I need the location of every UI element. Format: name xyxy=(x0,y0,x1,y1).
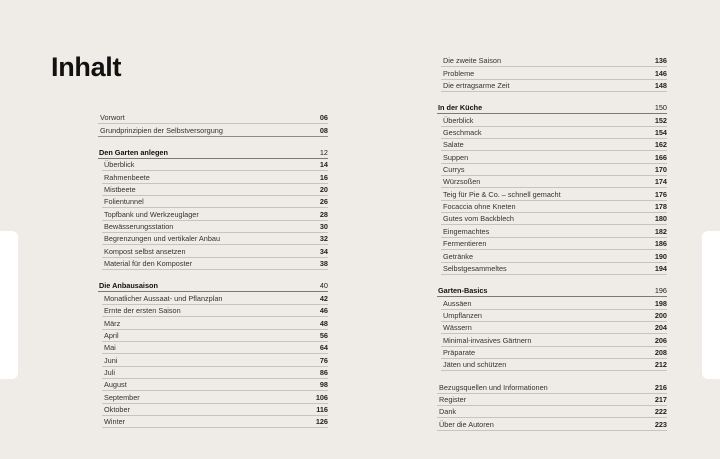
toc-entry-page: 186 xyxy=(654,239,667,249)
toc-entry-page: 08 xyxy=(319,125,328,135)
toc-entry[interactable] xyxy=(102,305,328,317)
toc-entry[interactable] xyxy=(102,245,328,257)
toc-entry-label: Geschmack xyxy=(443,128,482,138)
toc-entry-label: Vorwort xyxy=(100,113,125,123)
toc-entry-label: Winter xyxy=(104,417,126,427)
toc-entry[interactable] xyxy=(441,127,667,139)
toc-entry-label: Minimal-invasives Gärtnern xyxy=(443,335,532,345)
page-title: Inhalt xyxy=(51,52,122,82)
toc-entry[interactable] xyxy=(441,188,667,200)
toc-entry-page: 28 xyxy=(319,209,328,219)
toc-entry-label: März xyxy=(104,318,121,328)
toc-entry-page: 106 xyxy=(315,392,328,402)
toc-entry-page: 48 xyxy=(319,318,328,328)
toc-entry-label: Fermentieren xyxy=(443,239,487,249)
toc-entry-page: 198 xyxy=(654,298,667,308)
toc-entry[interactable] xyxy=(441,310,667,322)
toc-entry-label: Juli xyxy=(104,367,115,377)
toc-section-header[interactable] xyxy=(98,280,328,292)
toc-section-den-garten-anlegen xyxy=(98,147,328,270)
toc-entry-label: Material für den Komposter xyxy=(104,259,193,269)
toc-entry[interactable] xyxy=(102,208,328,220)
toc-entry-label: Getränke xyxy=(443,251,474,261)
toc-entry-label: September xyxy=(104,392,140,402)
toc-left-column xyxy=(98,112,328,438)
toc-entry-page: 222 xyxy=(654,407,667,417)
toc-entry[interactable] xyxy=(102,342,328,354)
toc-section-page: 196 xyxy=(654,286,667,296)
toc-section-garten-basics xyxy=(437,285,667,371)
toc-entry-page: 06 xyxy=(319,113,328,123)
toc-entry-label: Jäten und schützen xyxy=(443,360,507,370)
toc-entry[interactable] xyxy=(102,221,328,233)
toc-entry-page: 14 xyxy=(319,160,328,170)
toc-entry[interactable] xyxy=(102,367,328,379)
toc-entry-page: 76 xyxy=(319,355,328,365)
toc-entry-page: 46 xyxy=(319,306,328,316)
toc-entry-label: Suppen xyxy=(443,152,469,162)
toc-entry-label: Ernte der ersten Saison xyxy=(104,306,181,316)
toc-entry[interactable] xyxy=(437,406,667,418)
toc-entry[interactable] xyxy=(441,139,667,151)
toc-entry-page: 42 xyxy=(319,293,328,303)
toc-entry-page: 146 xyxy=(654,68,667,78)
toc-entry[interactable] xyxy=(441,176,667,188)
toc-section-page: 40 xyxy=(319,281,328,291)
toc-entry[interactable] xyxy=(102,159,328,171)
toc-entry-label: Dank xyxy=(439,407,457,417)
toc-entry-page: 136 xyxy=(654,56,667,66)
toc-entry-page: 30 xyxy=(319,222,328,232)
toc-entry-label: Mistbeete xyxy=(104,185,136,195)
toc-entry[interactable] xyxy=(441,67,667,79)
toc-entry[interactable] xyxy=(437,418,667,430)
toc-entry[interactable] xyxy=(441,263,667,275)
toc-entry-label: Begrenzungen und vertikaler Anbau xyxy=(104,234,221,244)
toc-entry[interactable] xyxy=(441,55,667,67)
toc-entry-page: 154 xyxy=(654,128,667,138)
toc-entry[interactable] xyxy=(102,292,328,304)
toc-entry[interactable] xyxy=(102,196,328,208)
toc-entry-label: Rahmenbeete xyxy=(104,172,150,182)
toc-entry-page: 176 xyxy=(654,189,667,199)
toc-entry-label: Würzsoßen xyxy=(443,177,481,187)
toc-entry-page: 216 xyxy=(654,382,667,392)
toc-section-header[interactable] xyxy=(98,147,328,159)
toc-section-header[interactable] xyxy=(437,285,667,297)
toc-section-in-der-kueche xyxy=(437,102,667,275)
toc-entry[interactable] xyxy=(102,404,328,416)
toc-entry-label: Topfbank und Werkzeuglager xyxy=(104,209,199,219)
toc-entry[interactable] xyxy=(441,213,667,225)
toc-entry-page: 170 xyxy=(654,165,667,175)
toc-entry-label: August xyxy=(104,380,127,390)
toc-entry-label: Mai xyxy=(104,343,116,353)
toc-entry-page: 200 xyxy=(654,310,667,320)
toc-entry[interactable] xyxy=(102,317,328,329)
toc-entry-page: 194 xyxy=(654,263,667,273)
toc-entry-label: Teig für Pie & Co. – schnell gemacht xyxy=(443,189,561,199)
toc-entry-page: 206 xyxy=(654,335,667,345)
toc-entry-label: Bewässerungsstation xyxy=(104,222,174,232)
toc-entry-page: 148 xyxy=(654,81,667,91)
toc-entry[interactable] xyxy=(102,416,328,428)
toc-entry-label: Oktober xyxy=(104,404,130,414)
toc-entry[interactable] xyxy=(441,238,667,250)
toc-entry-label: Grundprinzipien der Selbstversorgung xyxy=(100,125,223,135)
toc-entry[interactable] xyxy=(441,359,667,371)
toc-right-column xyxy=(437,55,667,441)
toc-section-title: Die Anbausaison xyxy=(99,281,158,291)
toc-section-page: 12 xyxy=(319,148,328,158)
toc-entry[interactable] xyxy=(102,258,328,270)
toc-entry-page: 208 xyxy=(654,347,667,357)
toc-entry[interactable] xyxy=(98,124,328,136)
toc-entry-page: 190 xyxy=(654,251,667,261)
toc-entry-label: Folientunnel xyxy=(104,197,144,207)
toc-entry-page: 223 xyxy=(654,419,667,429)
toc-entry-label: Präparate xyxy=(443,347,476,357)
toc-entry[interactable] xyxy=(102,184,328,196)
toc-entry-page: 126 xyxy=(315,417,328,427)
toc-section-title: In der Küche xyxy=(438,103,483,113)
toc-entry-page: 116 xyxy=(316,404,328,414)
toc-entry-label: Juni xyxy=(104,355,118,365)
toc-entry[interactable] xyxy=(437,394,667,406)
toc-entry-page: 34 xyxy=(319,246,328,256)
toc-entry-label: Selbstgesammeltes xyxy=(443,263,507,273)
toc-entry-label: Eingemachtes xyxy=(443,226,490,236)
toc-entry-page: 174 xyxy=(654,177,667,187)
toc-entry[interactable] xyxy=(102,391,328,403)
toc-entry[interactable] xyxy=(441,80,667,92)
toc-entry-label: Überblick xyxy=(104,160,135,170)
toc-entry[interactable] xyxy=(437,381,667,393)
toc-entry[interactable] xyxy=(441,322,667,334)
toc-entry-page: 98 xyxy=(319,380,328,390)
toc-entry-page: 152 xyxy=(654,115,667,125)
toc-entry[interactable] xyxy=(441,334,667,346)
toc-entry-page: 20 xyxy=(319,185,328,195)
toc-back-matter-group xyxy=(437,381,667,430)
toc-section-title: Den Garten anlegen xyxy=(99,148,168,158)
toc-entry-page: 212 xyxy=(654,360,667,370)
toc-entry-label: Überblick xyxy=(443,115,474,125)
toc-intro-group xyxy=(98,112,328,137)
toc-entry[interactable] xyxy=(441,151,667,163)
toc-entry-label: Register xyxy=(439,394,467,404)
toc-entry-label: Probleme xyxy=(443,68,475,78)
toc-entry[interactable] xyxy=(102,330,328,342)
toc-entry-label: Die ertragsarme Zeit xyxy=(443,81,510,91)
toc-section-header[interactable] xyxy=(437,102,667,114)
toc-entry-label: Die zweite Saison xyxy=(443,56,501,66)
toc-entry-page: 182 xyxy=(654,226,667,236)
toc-entry[interactable] xyxy=(98,112,328,124)
toc-entry-page: 38 xyxy=(319,259,328,269)
toc-entry[interactable] xyxy=(441,114,667,126)
toc-section-die-anbausaison xyxy=(98,280,328,428)
right-page-tab xyxy=(702,231,720,379)
toc-entry[interactable] xyxy=(441,225,667,237)
toc-entry-label: Gutes vom Backblech xyxy=(443,214,514,224)
toc-entry[interactable] xyxy=(441,201,667,213)
toc-entry-page: 162 xyxy=(654,140,667,150)
toc-entry-label: Focaccia ohne Kneten xyxy=(443,202,516,212)
toc-entry[interactable] xyxy=(102,233,328,245)
toc-entry-label: Currys xyxy=(443,165,465,175)
toc-entry[interactable] xyxy=(441,347,667,359)
toc-entry-page: 180 xyxy=(654,214,667,224)
left-page-tab xyxy=(0,231,18,379)
toc-entry-label: Über die Autoren xyxy=(439,419,494,429)
toc-entry-label: Bezugsquellen und Informationen xyxy=(439,382,548,392)
toc-entry-page: 32 xyxy=(319,234,328,244)
toc-entry-label: Aussäen xyxy=(443,298,472,308)
toc-entry-label: Kompost selbst ansetzen xyxy=(104,246,186,256)
toc-entry[interactable] xyxy=(441,164,667,176)
toc-entry-label: Wässern xyxy=(443,323,472,333)
toc-entry-page: 16 xyxy=(319,172,328,182)
toc-entry-page: 56 xyxy=(319,330,328,340)
toc-entry-label: Umpflanzen xyxy=(443,310,482,320)
toc-entry-label: Salate xyxy=(443,140,464,150)
toc-entry[interactable] xyxy=(441,250,667,262)
toc-entry-label: April xyxy=(104,330,119,340)
toc-entry-page: 178 xyxy=(654,202,667,212)
toc-entry-page: 166 xyxy=(654,152,667,162)
toc-entry[interactable] xyxy=(102,171,328,183)
toc-entry-page: 204 xyxy=(654,323,667,333)
toc-entry-label: Monatlicher Aussaat- und Pflanzplan xyxy=(104,293,223,303)
toc-entry[interactable] xyxy=(441,297,667,309)
toc-entry-page: 64 xyxy=(319,343,328,353)
toc-entry[interactable] xyxy=(102,354,328,366)
toc-section-title: Garten-Basics xyxy=(438,286,488,296)
toc-entry-page: 217 xyxy=(654,394,667,404)
toc-continued-group xyxy=(437,55,667,92)
toc-entry-page: 86 xyxy=(319,367,328,377)
toc-section-page: 150 xyxy=(654,103,667,113)
toc-entry[interactable] xyxy=(102,379,328,391)
toc-entry-page: 26 xyxy=(319,197,328,207)
